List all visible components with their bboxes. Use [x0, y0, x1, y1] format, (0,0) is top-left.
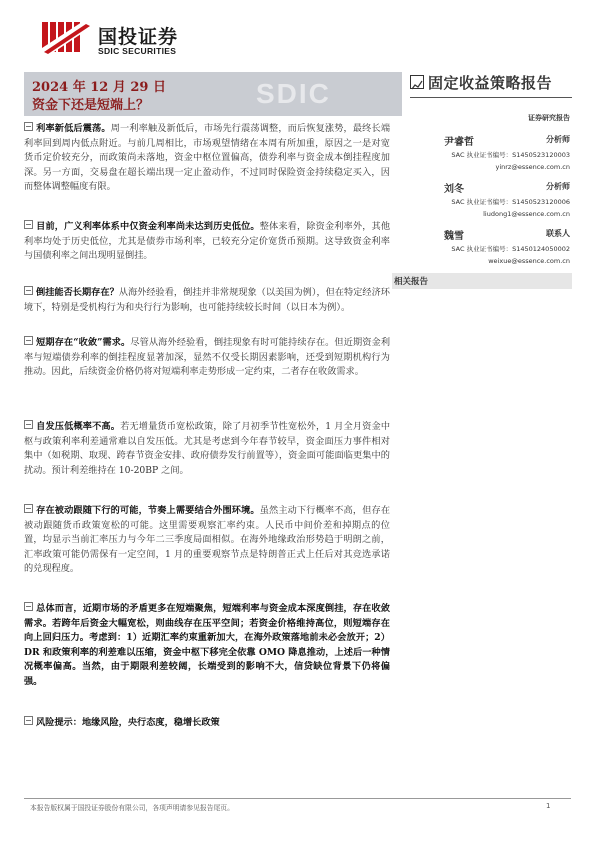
summary-paragraph	[24, 602, 390, 689]
related-reports-label: 相关报告	[394, 277, 429, 287]
analyst-role: 分析师	[546, 134, 570, 144]
paragraph-lead: 短期存在“收敛”需求。	[36, 337, 131, 348]
company-logo	[40, 18, 190, 58]
analyst-email[interactable]: liudong1@essence.com.cn	[483, 210, 570, 218]
paragraph-text: 虽然主动下行概率不高，但存在被动跟随货币政策宽松的可能。这里需要观察汇率约束。人民币中间价差和掉期点的位置，均显示当前汇率压力与今年二三季度局面相似。在海外地缘政治形势趋于明朗之前，汇率政策可能仍需保有一定空间，1 月的重要观察节点是特朗普正式上任后对其竞选承诺的兑现程度。	[24, 505, 391, 574]
paragraph-text: 总体而言，近期市场的矛盾更多在短端聚焦，短端利率与资金成本深度倒挂，存在收敛需求。若跨年后资金大幅宽松，则曲线存在压平空间；若资金价格维持高位，则短端存在向上回归压力。考虑到：1）近期汇率约束重新加大，在海外政策落地前未必会放开；2）DR 和政策利率的利差难以压缩，资金中枢下移完全依靠 OMO 降息推动，上述后一种情况概率偏高。当然，由于期限利差较阔，长端受到的影响不大，信贷缺位背景下仍将偏强。	[24, 603, 390, 687]
chart-box-icon	[410, 75, 424, 89]
analyst-name: 魏雪	[444, 231, 464, 242]
paragraph-text: 尽管从海外经验看，倒挂现象有时可能持续存在。但近期资金利率与短端债券利率的倒挂程度显著加深，显然不仅受长期因素影响，还受到短期机构行为推动。因此，后续资金价格仍将对短端利率走势形成一定约束，二者存在收敛需求。	[24, 337, 391, 377]
analyst-role: 联系人	[546, 228, 570, 238]
paragraph-lead: 风险提示：	[36, 717, 82, 728]
title-banner	[24, 72, 402, 116]
analyst-email[interactable]: yinrz@essence.com.cn	[495, 163, 570, 171]
body-paragraph	[24, 220, 390, 264]
analyst-cert: SAC 执业证书编号：S1450124050002	[451, 245, 570, 253]
page-number: 1	[546, 802, 551, 810]
analyst-cert: SAC 执业证书编号：S1450523120006	[451, 198, 570, 206]
related-reports-header	[392, 273, 572, 289]
paragraph-text: 若无增量货币宽松政策，除了月初季节性宽松外，1 月全月资金中枢与政策利率利差通常难以自发压低。尤其是考虑到今年春节较早，资金面压力事件相对集中（如税期、取现、跨春节资金安排、政府债券发行前置等），资金面可能面临更集中的扰动。预计利差维持在 10-20BP 之间。	[24, 421, 391, 476]
paragraph-lead: 自发压低概率不高。	[36, 421, 121, 432]
analyst-email[interactable]: weixue@essence.com.cn	[488, 257, 570, 265]
analyst-name: 刘冬	[444, 184, 464, 195]
report-date: 2024 年 12 月 29 日	[32, 80, 166, 95]
footer-disclaimer: 本报告版权属于国投证券股份有限公司，各项声明请参见报告尾页。	[30, 804, 234, 812]
risk-paragraph	[24, 716, 390, 731]
body-paragraph	[24, 420, 390, 478]
body-paragraph	[24, 336, 390, 380]
report-type	[410, 72, 572, 96]
paragraph-text: 周一利率触及新低后，市场先行震荡调整，而后恢复涨势，最终长端利率回到周内低点附近。与前几周相比，市场观望情绪在本周有所加重，原因之一是对宽货币定价较充分，而政策尚未落地，资金中枢位置偏高，债券利率与资金成本倒挂程度加深。另一方面，交易盘在超长端出现一定止盈动作，不过同时保险资金持续稳定买入，因而整体调整幅度有限。	[24, 123, 391, 192]
report-type-label: 固定收益策略报告	[428, 74, 553, 92]
report-title: 资金下还是短端上？	[32, 98, 150, 113]
logo-chinese-name: 国投证券	[98, 26, 179, 48]
footer-divider	[24, 798, 571, 799]
paragraph-text: 从海外经验看，倒挂并非常规现象（以美国为例），但在特定经济环境下，特别是受机构行为和央行行为影响，也可能持续较长时间（以日本为例）。	[24, 287, 390, 313]
bullet-box-icon	[24, 602, 33, 611]
paragraph-lead: 倒挂能否长期存在？	[36, 287, 119, 298]
logo-english-name: SDIC SECURITIES	[98, 46, 177, 56]
paragraph-lead: 目前，广义利率体系中仅资金利率尚未达到历史低位。	[36, 221, 260, 232]
bullet-box-icon	[24, 286, 33, 295]
bullet-box-icon	[24, 504, 33, 513]
paragraph-lead: 利率新低后震荡。	[36, 123, 111, 134]
banner-watermark: SDIC	[256, 78, 331, 109]
body-paragraph	[24, 504, 390, 577]
bullet-box-icon	[24, 420, 33, 429]
paragraph-lead: 存在被动跟随下行的可能，节奏上需要结合外围环境。	[36, 505, 260, 516]
bullet-box-icon	[24, 122, 33, 131]
analyst-role: 分析师	[546, 181, 570, 191]
logo-mark-icon	[40, 18, 92, 58]
analyst-name: 尹睿哲	[444, 137, 474, 148]
paragraph-text: 整体来看，除资金利率外，其他利率均处于历史低位，尤其是债券市场利率，已较充分定价宽货币预期。这导致资金利率与国债利率之间出现明显倒挂。	[24, 221, 391, 261]
divider	[410, 97, 572, 98]
bullet-box-icon	[24, 220, 33, 229]
body-paragraph	[24, 286, 390, 315]
analyst-cert: SAC 执业证书编号：S1450523120003	[451, 151, 570, 159]
research-report-label: 证券研究报告	[528, 114, 570, 122]
body-paragraph	[24, 122, 390, 195]
paragraph-text: 地缘风险，央行态度，稳增长政策	[81, 717, 220, 728]
bullet-box-icon	[24, 716, 33, 725]
bullet-box-icon	[24, 336, 33, 345]
